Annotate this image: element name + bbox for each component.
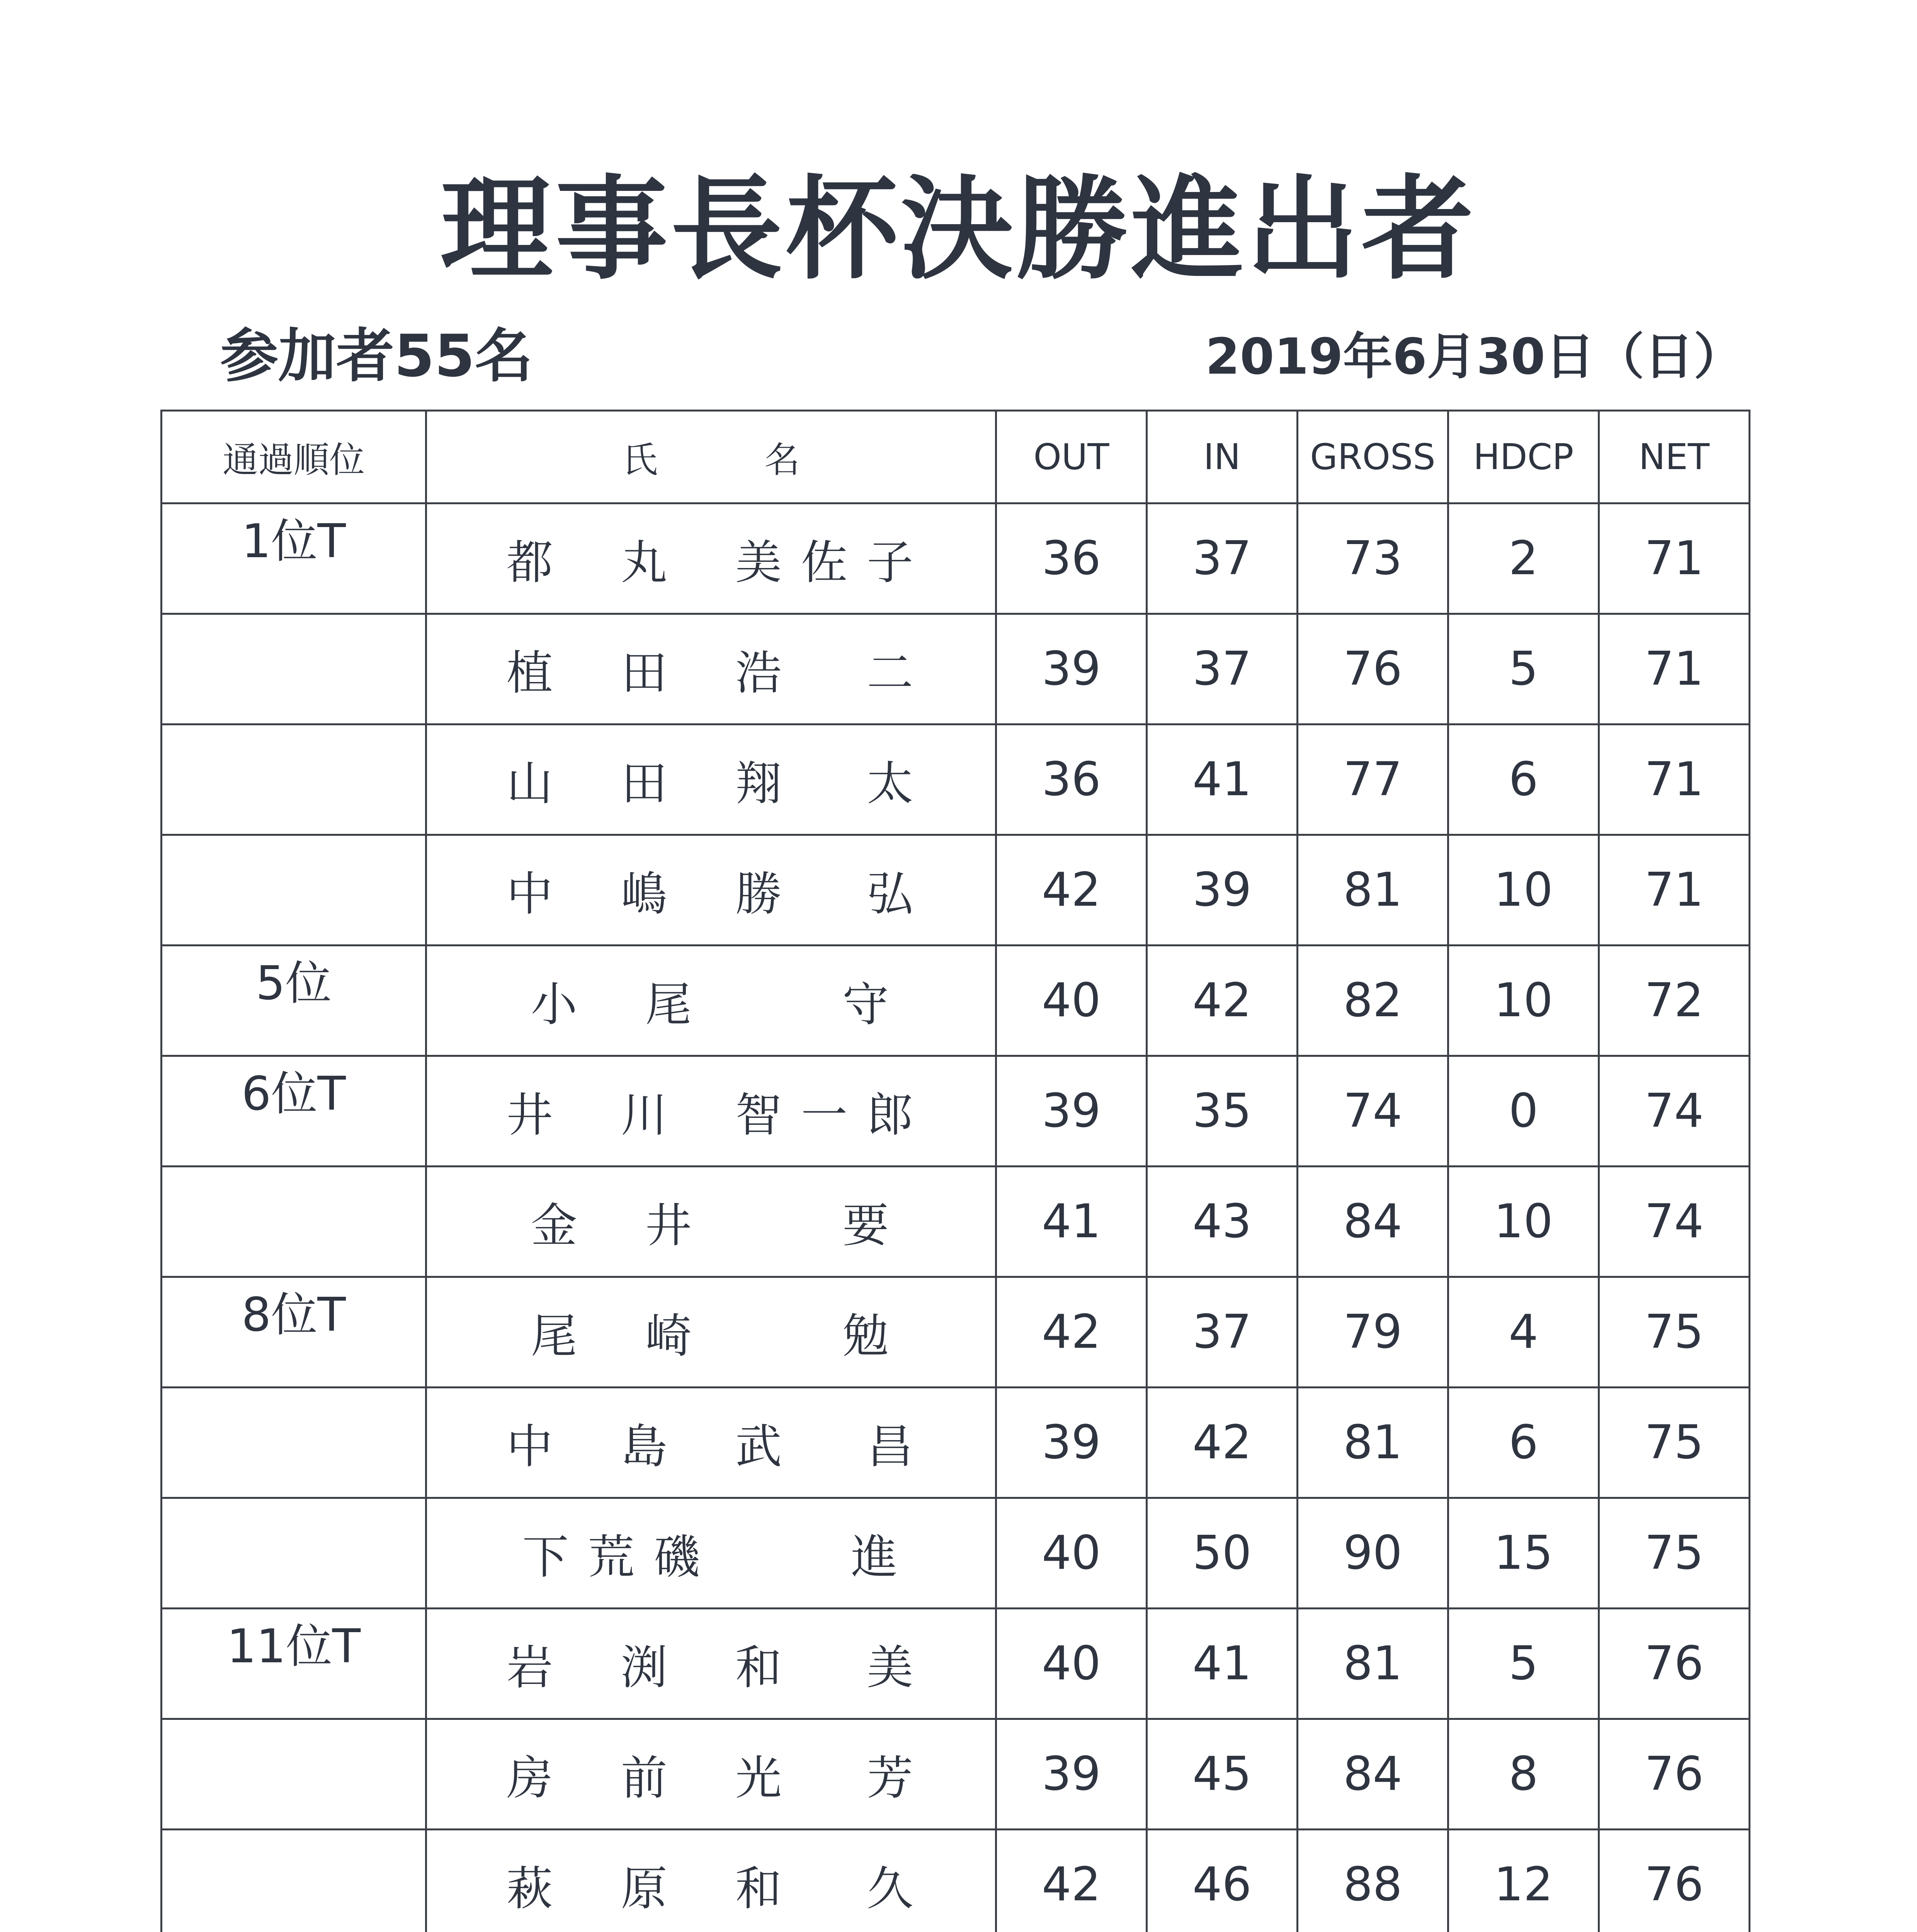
name-cell: 下 荒 磯 進 (426, 1498, 996, 1609)
out-score-cell: 39 (996, 1388, 1147, 1498)
out-score-cell: 40 (996, 1609, 1147, 1719)
rank-cell (162, 1167, 426, 1277)
results-table (160, 410, 1750, 1932)
hdcp-cell: 2 (1448, 503, 1599, 614)
gross-score-cell: 84 (1298, 1167, 1448, 1277)
hdcp-cell: 6 (1448, 1388, 1599, 1498)
rank-cell: 11位T (162, 1609, 426, 1719)
in-score-cell: 42 (1147, 946, 1298, 1056)
col-header-name: 氏 名 (426, 411, 996, 503)
out-score-cell: 36 (996, 503, 1147, 614)
net-score-cell: 76 (1599, 1830, 1750, 1932)
rank-cell (162, 835, 426, 946)
name-cell: 中 嶋 勝 弘 (426, 835, 996, 946)
in-score-cell: 37 (1147, 614, 1298, 724)
out-score-cell: 40 (996, 946, 1147, 1056)
table-row (162, 503, 1750, 614)
page-title: 理事長杯決勝進出者 (440, 165, 1477, 295)
net-score-cell: 75 (1599, 1388, 1750, 1498)
rank-cell: 6位T (162, 1056, 426, 1167)
rank-cell (162, 724, 426, 835)
col-header-hdcp: HDCP (1448, 411, 1599, 503)
table-row (162, 946, 1750, 1056)
table-row (162, 1167, 1750, 1277)
rank-cell (162, 1719, 426, 1830)
gross-score-cell: 81 (1298, 1609, 1448, 1719)
net-score-cell: 74 (1599, 1167, 1750, 1277)
table-row (162, 1056, 1750, 1167)
gross-score-cell: 77 (1298, 724, 1448, 835)
gross-score-cell: 81 (1298, 835, 1448, 946)
hdcp-cell: 12 (1448, 1830, 1599, 1932)
out-score-cell: 39 (996, 1056, 1147, 1167)
net-score-cell: 74 (1599, 1056, 1750, 1167)
col-header-rank: 通過順位 (162, 411, 426, 503)
name-cell: 金 井 要 (426, 1167, 996, 1277)
name-cell: 尾 崎 勉 (426, 1277, 996, 1388)
name-cell: 井 川 智 一 郎 (426, 1056, 996, 1167)
table-row (162, 1609, 1750, 1719)
out-score-cell: 42 (996, 835, 1147, 946)
in-score-cell: 35 (1147, 1056, 1298, 1167)
hdcp-cell: 6 (1448, 724, 1599, 835)
name-cell: 小 尾 守 (426, 946, 996, 1056)
hdcp-cell: 8 (1448, 1719, 1599, 1830)
net-score-cell: 71 (1599, 835, 1750, 946)
out-score-cell: 42 (996, 1277, 1147, 1388)
participant-count: 参加者55名 (220, 323, 533, 390)
hdcp-cell: 5 (1448, 614, 1599, 724)
rank-cell (162, 1830, 426, 1932)
table-row (162, 1498, 1750, 1609)
gross-score-cell: 79 (1298, 1277, 1448, 1388)
net-score-cell: 71 (1599, 724, 1750, 835)
out-score-cell: 40 (996, 1498, 1147, 1609)
hdcp-cell: 5 (1448, 1609, 1599, 1719)
out-score-cell: 41 (996, 1167, 1147, 1277)
in-score-cell: 41 (1147, 724, 1298, 835)
in-score-cell: 41 (1147, 1609, 1298, 1719)
in-score-cell: 50 (1147, 1498, 1298, 1609)
table-row (162, 1719, 1750, 1830)
rank-cell (162, 1388, 426, 1498)
name-cell: 房 前 光 芳 (426, 1719, 996, 1830)
in-score-cell: 37 (1147, 1277, 1298, 1388)
rank-cell (162, 1498, 426, 1609)
gross-score-cell: 82 (1298, 946, 1448, 1056)
out-score-cell: 42 (996, 1830, 1147, 1932)
in-score-cell: 45 (1147, 1719, 1298, 1830)
net-score-cell: 75 (1599, 1498, 1750, 1609)
rank-cell: 8位T (162, 1277, 426, 1388)
col-header-out: OUT (996, 411, 1147, 503)
hdcp-cell: 10 (1448, 946, 1599, 1056)
name-cell: 都 丸 美 佐 子 (426, 503, 996, 614)
net-score-cell: 71 (1599, 614, 1750, 724)
rank-cell: 1位T (162, 503, 426, 614)
gross-score-cell: 76 (1298, 614, 1448, 724)
gross-score-cell: 73 (1298, 503, 1448, 614)
out-score-cell: 36 (996, 724, 1147, 835)
in-score-cell: 39 (1147, 835, 1298, 946)
name-cell: 岩 渕 和 美 (426, 1609, 996, 1719)
net-score-cell: 71 (1599, 503, 1750, 614)
out-score-cell: 39 (996, 614, 1147, 724)
hdcp-cell: 4 (1448, 1277, 1599, 1388)
rank-cell: 5位 (162, 946, 426, 1056)
table-row (162, 614, 1750, 724)
net-score-cell: 76 (1599, 1609, 1750, 1719)
table-row (162, 724, 1750, 835)
name-cell: 山 田 翔 太 (426, 724, 996, 835)
gross-score-cell: 81 (1298, 1388, 1448, 1498)
tournament-date: 2019年6月30日（日） (1205, 328, 1743, 386)
in-score-cell: 42 (1147, 1388, 1298, 1498)
name-cell: 萩 原 和 久 (426, 1830, 996, 1932)
name-cell: 植 田 浩 二 (426, 614, 996, 724)
hdcp-cell: 15 (1448, 1498, 1599, 1609)
table-row (162, 1388, 1750, 1498)
table-row (162, 1830, 1750, 1932)
header-row (162, 411, 1750, 503)
net-score-cell: 75 (1599, 1277, 1750, 1388)
in-score-cell: 37 (1147, 503, 1298, 614)
hdcp-cell: 10 (1448, 1167, 1599, 1277)
col-header-in: IN (1147, 411, 1298, 503)
table-row (162, 1277, 1750, 1388)
gross-score-cell: 88 (1298, 1830, 1448, 1932)
col-header-net: NET (1599, 411, 1750, 503)
name-cell: 中 島 武 昌 (426, 1388, 996, 1498)
net-score-cell: 72 (1599, 946, 1750, 1056)
table-row (162, 835, 1750, 946)
hdcp-cell: 0 (1448, 1056, 1599, 1167)
col-header-gross: GROSS (1298, 411, 1448, 503)
gross-score-cell: 90 (1298, 1498, 1448, 1609)
gross-score-cell: 74 (1298, 1056, 1448, 1167)
hdcp-cell: 10 (1448, 835, 1599, 946)
in-score-cell: 46 (1147, 1830, 1298, 1932)
rank-cell (162, 614, 426, 724)
net-score-cell: 76 (1599, 1719, 1750, 1830)
gross-score-cell: 84 (1298, 1719, 1448, 1830)
out-score-cell: 39 (996, 1719, 1147, 1830)
in-score-cell: 43 (1147, 1167, 1298, 1277)
